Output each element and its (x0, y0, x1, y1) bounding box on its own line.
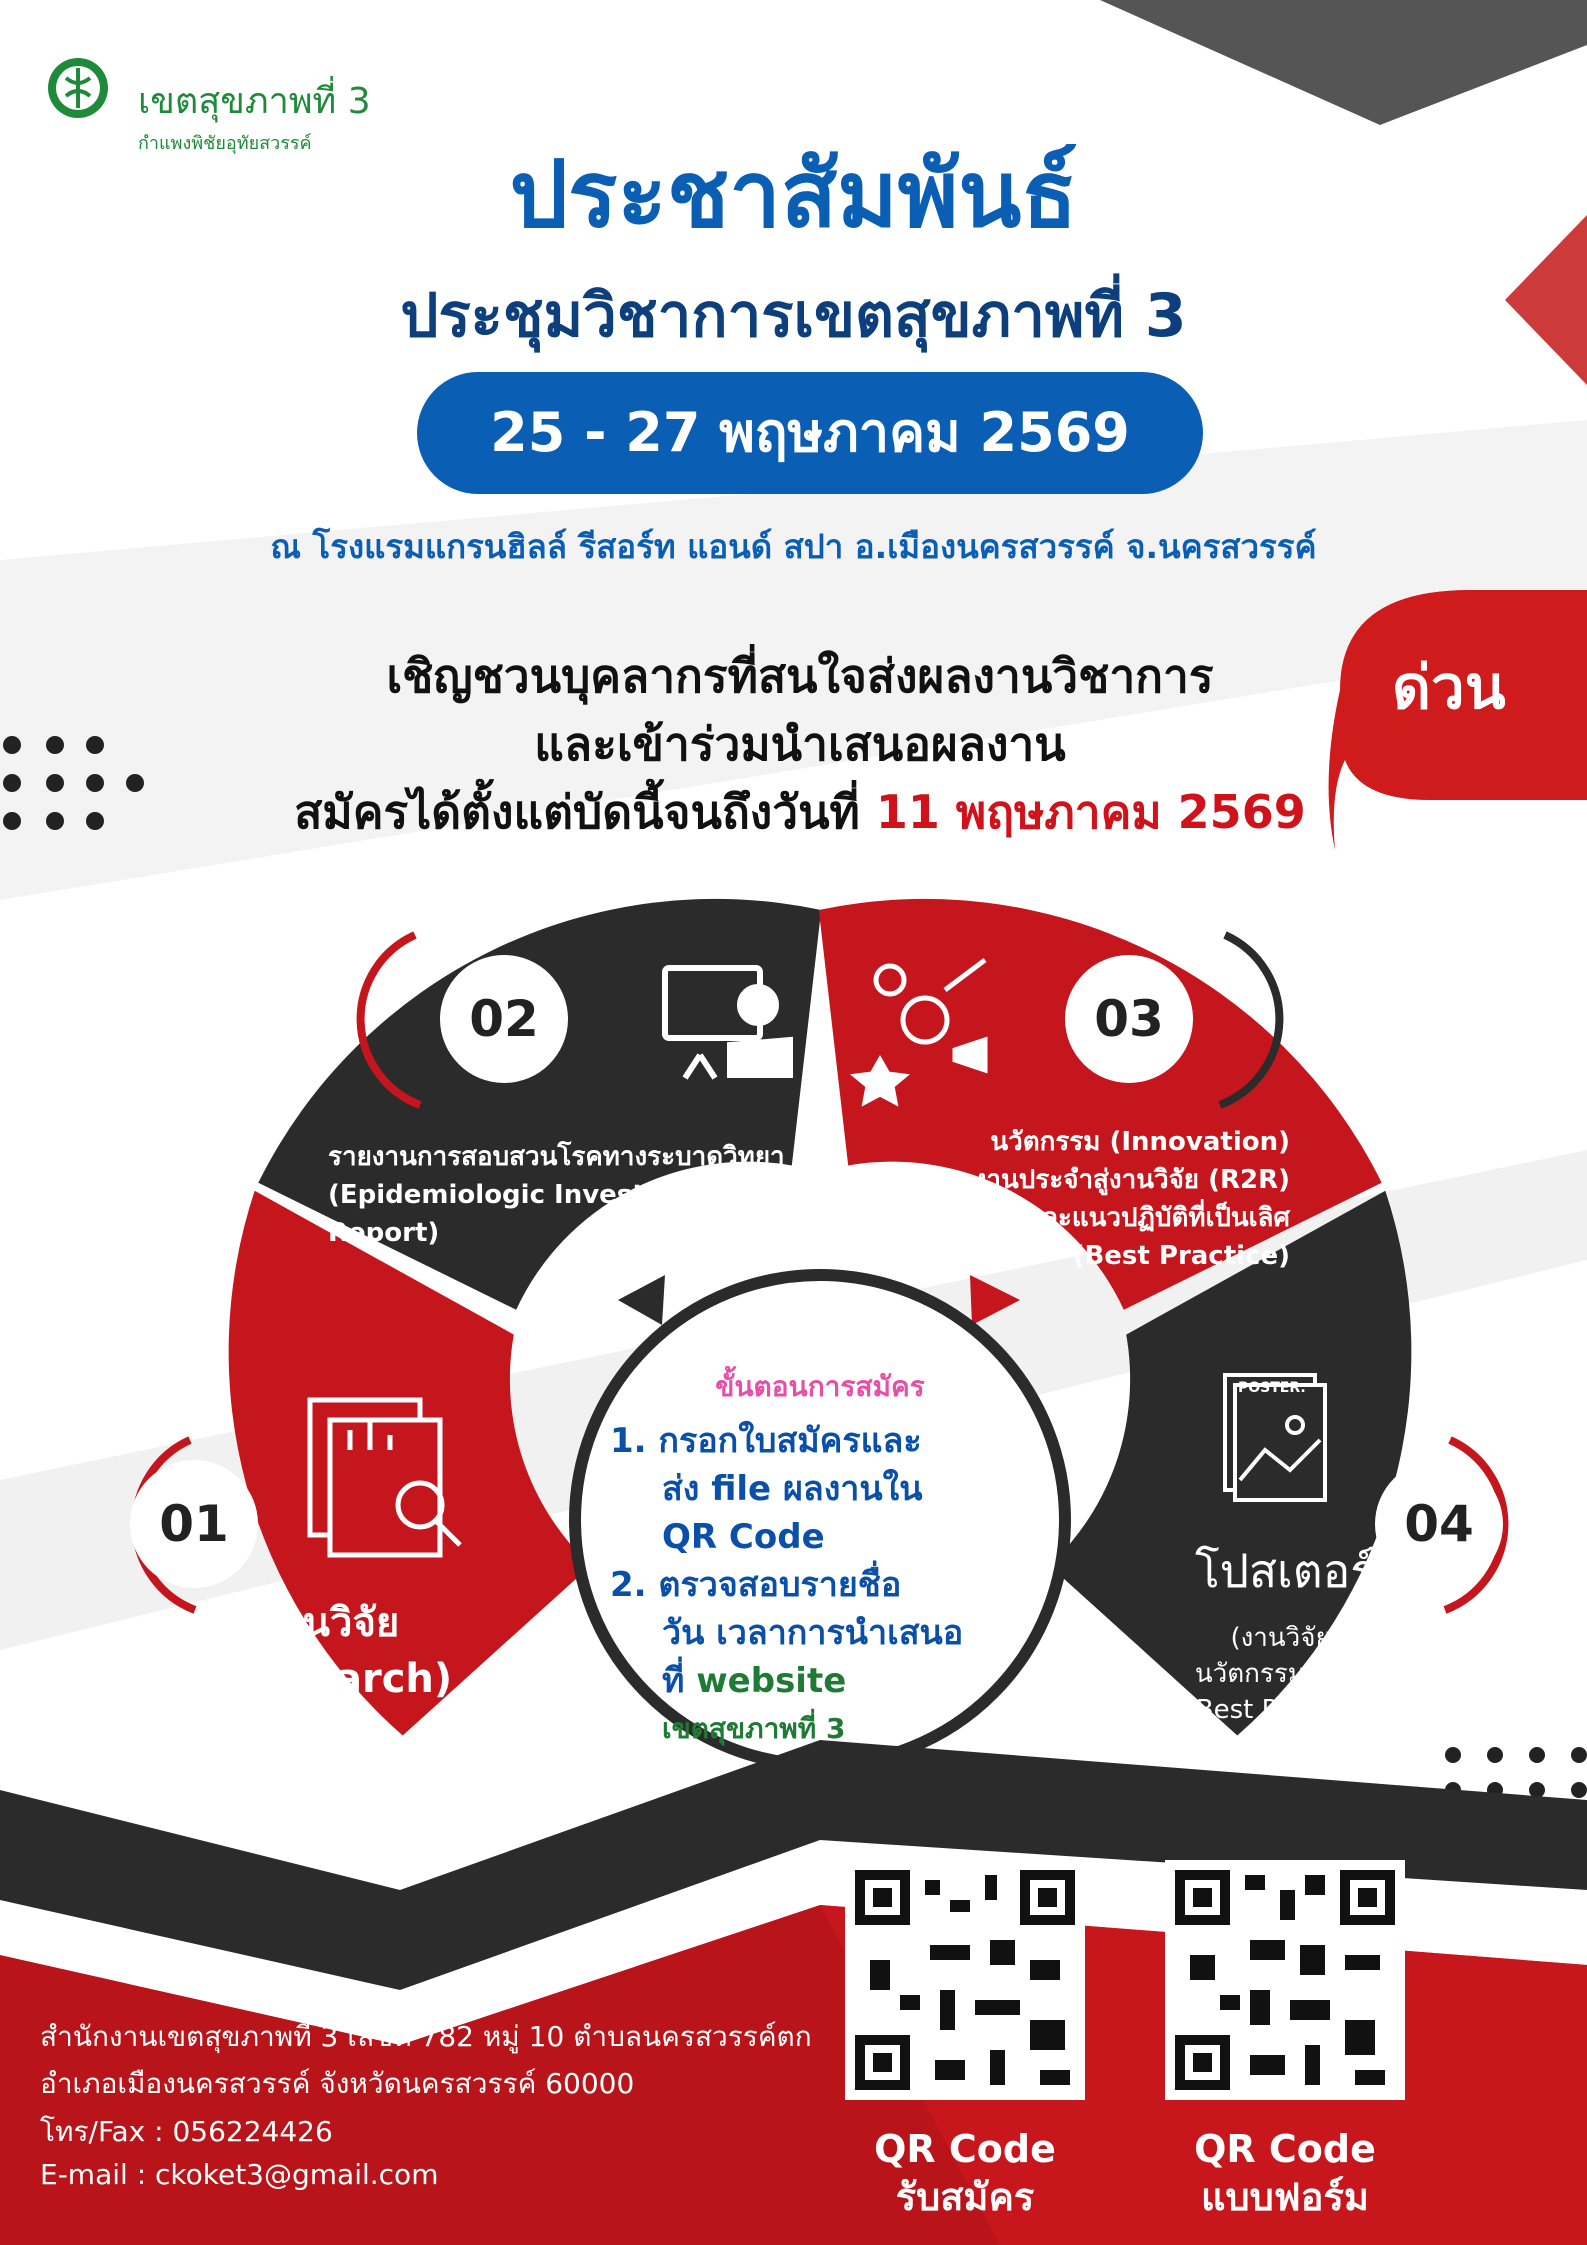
steps-title: ขั้นตอนการสมัคร (715, 1370, 925, 1403)
segment-03-text (840, 1123, 1290, 1275)
segment-number-03: 03 (1065, 955, 1193, 1083)
deadline-prefix: สมัครได้ตั้งแต่บัดนี้จนถึงวันที่ (294, 785, 860, 839)
poster-icon-label: POSTER. (1238, 1380, 1306, 1396)
step-2-line-3 (610, 1657, 1030, 1705)
corner-shape (1100, 0, 1587, 125)
qr-label-form (1155, 2125, 1415, 2221)
step-1-line-3: QR Code (662, 1517, 825, 1557)
segment-01-line-2: (Research) (207, 1656, 453, 1702)
org-name: เขตสุขภาพที่ 3 (138, 81, 371, 122)
segment-number-02: 02 (440, 955, 568, 1083)
urgent-label: ด่วน (1392, 653, 1506, 723)
website-link: website (696, 1661, 847, 1701)
org-subtitle: กำแพงพิชัยอุทัยสวรรค์ (138, 133, 312, 154)
footer-email: E-mail : ckoket3@gmail.com (40, 2158, 439, 2191)
qr-label-register (835, 2125, 1095, 2221)
page-title: ประชาสัมพันธ์ (509, 141, 1078, 248)
step-2-prefix: ที่ (662, 1661, 685, 1701)
qr-label-register-line-2: รับสมัคร (895, 2175, 1035, 2219)
segment-03-line-4: (Best Practice) (1072, 1241, 1290, 1271)
qr-label-form-line-2: แบบฟอร์ม (1201, 2175, 1369, 2219)
segment-02-line-1: รายงานการสอบสวนโรคทางระบาดวิทยา (328, 1142, 785, 1172)
segment-03-line-1: นวัตกรรม (Innovation) (990, 1127, 1290, 1157)
segment-01-text (190, 1595, 470, 1707)
footer-address-1: สำนักงานเขตสุขภาพที่ 3 เลขที่ 782 หมู่ 10 ตำบลนครสวรรค์ตก (40, 2020, 812, 2053)
deadline-date: 11 พฤษภาคม 2569 (875, 785, 1306, 839)
report-icon (310, 1400, 460, 1555)
segment-02-line-3: Report) (328, 1218, 440, 1248)
segment-04-line-5: รายงานสอบสวนโรคฯ) (1157, 1731, 1413, 1761)
segment-03-line-2: งานประจำสู่งานวิจัย (R2R) (973, 1165, 1290, 1195)
footer-phone: โทร/Fax : 056224426 (40, 2115, 333, 2148)
segment-02-line-2: (Epidemiologic Investigation (328, 1180, 748, 1210)
segment-04-line-3: นวัตกรรม/R2R/ (1194, 1659, 1376, 1689)
event-title: ประชุมวิชาการเขตสุขภาพที่ 3 (400, 281, 1187, 351)
invite-line-3 (150, 776, 1450, 849)
segment-number-04: 04 (1375, 1460, 1503, 1588)
segment-02-text (328, 1138, 808, 1252)
event-date-badge: 25 - 27 พฤษภาคม 2569 (417, 372, 1203, 494)
segment-01-line-1: งานวิจัย (260, 1600, 400, 1646)
step-2-line-1: 2. ตรวจสอบรายชื่อ (610, 1565, 902, 1605)
step-1-line-2: ส่ง file ผลงานใน (662, 1469, 923, 1509)
footer-address-2: อำเภอเมืองนครสวรรค์ จังหวัดนครสวรรค์ 60000 (40, 2067, 635, 2100)
segment-04-title: โปสเตอร์ (1195, 1544, 1375, 1598)
qr-label-register-line-1: QR Code (874, 2127, 1056, 2171)
event-venue: ณ โรงแรมแกรนฮิลล์ รีสอร์ท แอนด์ สปา อ.เมืองนครสวรรค์ จ.นครสวรรค์ (270, 527, 1317, 566)
step-2-line-2: วัน เวลาการนำเสนอ (662, 1613, 964, 1653)
step-2-line-4: เขตสุขภาพที่ 3 (662, 1712, 846, 1745)
segment-04-line-2: (งานวิจัย/ (1230, 1623, 1340, 1653)
segment-03-line-3: และแนวปฏิบัติที่เป็นเลิศ (1025, 1203, 1290, 1233)
segment-number-01: 01 (130, 1460, 258, 1588)
segment-04-line-4: Best Practice/ (1195, 1695, 1375, 1725)
invite-line-2: และเข้าร่วมนำเสนอผลงาน (534, 717, 1066, 771)
step-1-line-1: 1. กรอกใบสมัครและ (610, 1421, 922, 1461)
qr-label-form-line-1: QR Code (1194, 2127, 1376, 2171)
invite-line-1: เชิญชวนบุคลากรที่สนใจส่งผลงานวิชาการ (386, 649, 1214, 703)
registration-steps (610, 1365, 1030, 1753)
segment-04-text (1150, 1535, 1420, 1764)
